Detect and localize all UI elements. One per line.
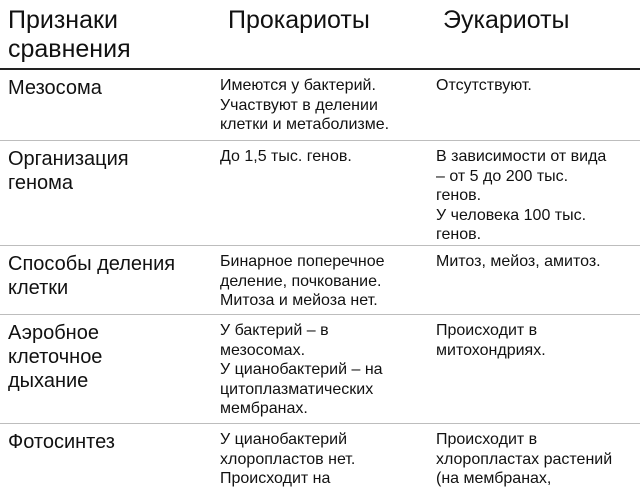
cell-line: У цианобактерий xyxy=(220,431,348,448)
prokaryotes-cell xyxy=(212,141,425,246)
cell-line: У цианобактерий – на xyxy=(220,361,383,378)
cell-line: деление, почкование. xyxy=(220,272,382,290)
prokaryotes-cell xyxy=(212,246,425,315)
feature-cell: Аэробное клеточное дыхание xyxy=(0,315,212,424)
feature-cell: Фотосинтез xyxy=(0,424,212,489)
table-row xyxy=(0,424,640,489)
cell-line: В зависимости от вида xyxy=(436,148,607,165)
eukaryotes-cell xyxy=(425,315,640,424)
cell-line: – от 5 до 200 тыс. xyxy=(436,167,569,185)
feature-cell: Организация генома xyxy=(0,141,212,246)
eukaryotes-cell xyxy=(425,69,640,141)
cell-line: Имеются у бактерий. xyxy=(220,77,376,94)
header-eukaryotes: Эукариоты xyxy=(425,0,640,69)
table-row xyxy=(0,246,640,315)
cell-line: У человека 100 тыс. xyxy=(436,206,587,224)
table-row xyxy=(0,315,640,424)
cell-line: клетки и метаболизме. xyxy=(220,116,390,133)
table-row xyxy=(0,69,640,141)
cell-line: хлоропластов нет. xyxy=(220,450,356,468)
cell-line: Митоза и мейоза нет. xyxy=(220,292,378,309)
cell-line: мембранах. xyxy=(220,400,308,417)
cell-line: цитоплазматических xyxy=(220,380,374,398)
cell-line: мезосомах. xyxy=(220,341,306,359)
eukaryotes-cell xyxy=(425,246,640,315)
cell-line: Происходит в xyxy=(436,431,538,448)
eukaryotes-cell xyxy=(425,141,640,246)
table-row xyxy=(0,141,640,246)
cell-line: (на мембранах, xyxy=(436,470,552,487)
cell-line: Митоз, мейоз, амитоз. xyxy=(436,253,601,270)
prokaryotes-cell xyxy=(212,69,425,141)
cell-line: Происходит в xyxy=(436,322,538,339)
prokaryotes-cell xyxy=(212,315,425,424)
cell-line: генов. xyxy=(436,187,482,204)
eukaryotes-cell xyxy=(425,424,640,489)
cell-line: До 1,5 тыс. генов. xyxy=(220,148,352,165)
header-prokaryotes: Прокариоты xyxy=(212,0,425,69)
header-features: Признаки сравнения xyxy=(0,0,212,69)
feature-cell: Способы деления клетки xyxy=(0,246,212,315)
cell-line: У бактерий – в xyxy=(220,322,329,339)
table-header-row xyxy=(0,0,640,69)
feature-cell: Мезосома xyxy=(8,77,102,99)
cell-line: генов. xyxy=(436,226,482,243)
cell-line: митохондриях. xyxy=(436,341,546,359)
cell-line: Участвуют в делении xyxy=(220,96,378,114)
cell-line: хлоропластах растений xyxy=(436,450,613,468)
cell-line: Происходит на xyxy=(220,470,331,487)
prokaryotes-cell xyxy=(212,424,425,489)
cell-line: Бинарное поперечное xyxy=(220,253,385,270)
cell-line: Отсутствуют. xyxy=(436,77,532,94)
